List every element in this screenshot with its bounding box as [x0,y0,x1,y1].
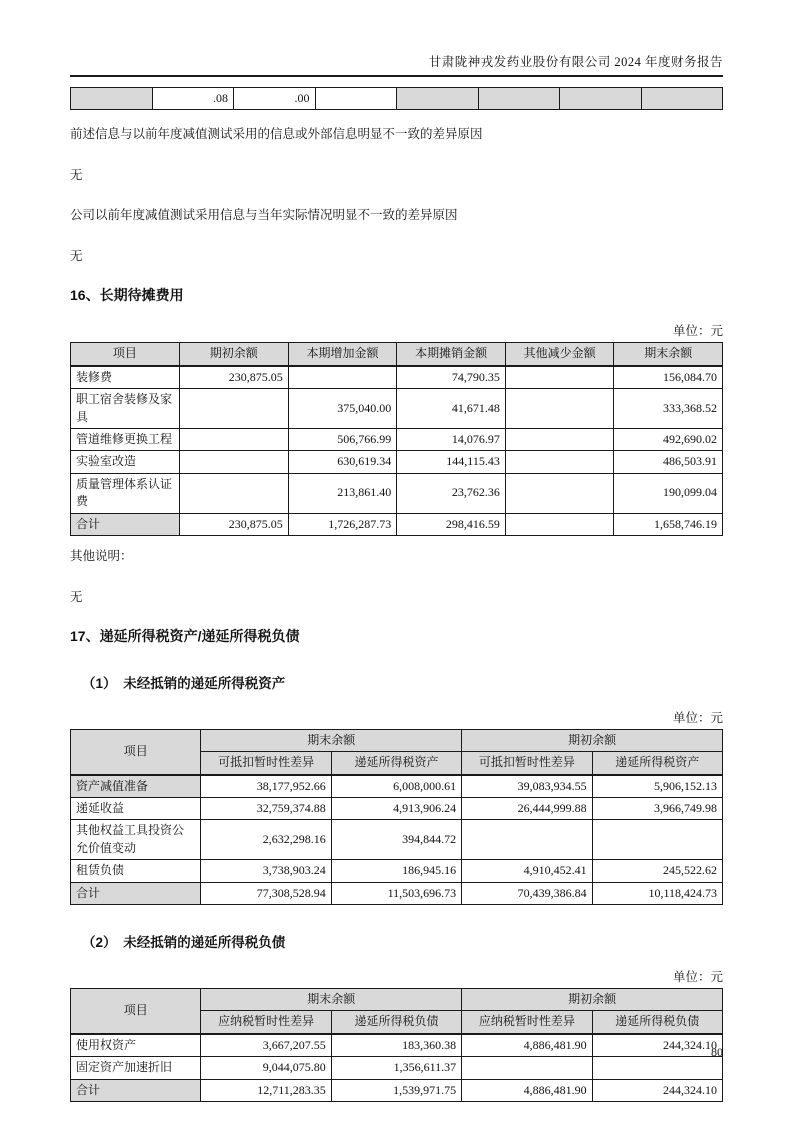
value-cell: 1,539,971.75 [331,1079,461,1101]
value-cell: 3,966,749.98 [592,798,722,820]
value-cell: 4,913,906.24 [331,798,461,820]
column-header: 项目 [71,729,201,774]
table-row [71,366,723,389]
table-row [71,798,723,820]
value-cell [505,513,614,535]
impairment-note-answer-2: 无 [70,249,83,264]
value-cell [592,1057,722,1079]
total-row [71,513,723,535]
table-cell [560,88,642,110]
column-group-header: 期初余额 [462,989,723,1011]
column-subheader: 应纳税暂时性差异 [462,1011,592,1034]
value-cell [179,389,288,429]
column-header: 其他减少金额 [505,343,614,366]
value-cell: 4,886,481.90 [462,1079,592,1101]
value-cell: 5,906,152.13 [592,775,722,798]
table-cell [315,88,397,110]
value-cell [505,366,614,389]
table-row [71,473,723,513]
value-cell [505,473,614,513]
value-cell: 10,118,424.73 [592,882,722,904]
column-group-header: 期末余额 [201,989,462,1011]
column-subheader: 递延所得税资产 [331,752,461,775]
value-cell: 1,658,746.19 [614,513,723,535]
deferred-tax-liability-table [70,988,723,1102]
column-header: 项目 [71,989,201,1034]
total-label-cell: 合计 [71,1079,201,1101]
value-cell [505,428,614,450]
value-cell [462,820,592,860]
value-cell: 12,711,283.35 [201,1079,331,1101]
section-17-1-heading: （1） 未经抵销的递延所得税资产 [82,675,286,691]
table-row [71,820,723,860]
column-subheader: 应纳税暂时性差异 [201,1011,331,1034]
column-header: 期初余额 [179,343,288,366]
section-17-heading: 17、递延所得税资产/递延所得税负债 [70,627,300,644]
impairment-note-question-1: 前述信息与以前年度减值测试采用的信息或外部信息明显不一致的差异原因 [70,127,483,142]
item-cell: 其他权益工具投资公允价值变动 [71,820,201,860]
column-header: 期末余额 [614,343,723,366]
value-cell: 70,439,386.84 [462,882,592,904]
value-cell: 23,762.36 [397,473,506,513]
table-row [71,1034,723,1057]
deferred-tax-asset-table [70,729,723,905]
value-cell [179,428,288,450]
value-cell: 3,738,903.24 [201,860,331,882]
value-cell: 183,360.38 [331,1034,461,1057]
impairment-note-answer-1: 无 [70,168,83,183]
column-subheader: 可抵扣暂时性差异 [462,752,592,775]
item-cell: 使用权资产 [71,1034,201,1057]
item-cell: 固定资产加速折旧 [71,1057,201,1079]
unit-label-section-17-2: 单位：元 [672,970,723,985]
value-cell: 74,790.35 [397,366,506,389]
total-label-cell: 合计 [71,882,201,904]
value-cell: 244,324.10 [592,1034,722,1057]
column-subheader: 递延所得税负债 [331,1011,461,1034]
value-cell: 1,356,611.37 [331,1057,461,1079]
total-label-cell: 合计 [71,513,180,535]
column-header: 本期增加金额 [288,343,397,366]
unit-label-section-16: 单位：元 [672,324,723,339]
page-number: 80 [711,1045,723,1059]
value-cell: 3,667,207.55 [201,1034,331,1057]
item-cell: 管道维修更换工程 [71,428,180,450]
value-cell: 298,416.59 [397,513,506,535]
item-cell: 实验室改造 [71,451,180,473]
table-row [71,451,723,473]
table-cell [397,88,479,110]
value-cell: 2,632,298.16 [201,820,331,860]
value-cell [179,451,288,473]
other-note-value: 无 [70,589,83,604]
table-row [71,428,723,450]
section-17-2-heading: （2） 未经抵销的递延所得税负债 [82,935,286,951]
column-header: 项目 [71,343,180,366]
table-cell [641,88,723,110]
table-row [71,1057,723,1079]
value-cell: 375,040.00 [288,389,397,429]
table-cell: .00 [234,88,316,110]
value-cell: 333,368.52 [614,389,723,429]
impairment-note-question-2: 公司以前年度减值测试采用信息与当年实际情况明显不一致的差异原因 [70,208,458,223]
item-cell: 租赁负债 [71,860,201,882]
table-row [71,860,723,882]
value-cell: 77,308,528.94 [201,882,331,904]
value-cell: 190,099.04 [614,473,723,513]
value-cell: 230,875.05 [179,366,288,389]
value-cell [505,451,614,473]
section-16-heading: 16、长期待摊费用 [70,287,184,304]
table-cell [71,88,153,110]
value-cell: 1,726,287.73 [288,513,397,535]
item-cell: 装修费 [71,366,180,389]
column-group-header: 期末余额 [201,729,462,751]
column-subheader: 递延所得税资产 [592,752,722,775]
value-cell: 4,910,452.41 [462,860,592,882]
value-cell: 32,759,374.88 [201,798,331,820]
value-cell: 6,008,000.61 [331,775,461,798]
value-cell: 11,503,696.73 [331,882,461,904]
value-cell: 41,671.48 [397,389,506,429]
table-row [71,389,723,429]
value-cell: 244,324.10 [592,1079,722,1101]
item-cell: 质量管理体系认证费 [71,473,180,513]
long-term-deferred-expense-table [70,342,723,536]
unit-label-section-17-1: 单位：元 [672,710,723,725]
column-group-header: 期初余额 [462,729,723,751]
total-row [71,882,723,904]
value-cell: 186,945.16 [331,860,461,882]
column-subheader: 可抵扣暂时性差异 [201,752,331,775]
value-cell: 213,861.40 [288,473,397,513]
value-cell: 26,444,999.88 [462,798,592,820]
table-row [71,775,723,798]
value-cell [462,1057,592,1079]
value-cell: 9,044,075.80 [201,1057,331,1079]
column-subheader: 递延所得税负债 [592,1011,722,1034]
total-row [71,1079,723,1101]
item-cell: 职工宿舍装修及家具 [71,389,180,429]
value-cell: 144,115.43 [397,451,506,473]
value-cell: 245,522.62 [592,860,722,882]
value-cell: 38,177,952.66 [201,775,331,798]
report-header-title: 甘肃陇神戎发药业股份有限公司 2024 年度财务报告 [70,52,723,77]
table-cell: .08 [152,88,234,110]
value-cell [288,366,397,389]
value-cell [505,389,614,429]
item-cell: 资产减值准备 [71,775,201,798]
value-cell: 4,886,481.90 [462,1034,592,1057]
value-cell [179,473,288,513]
continuation-table [70,87,723,110]
value-cell: 492,690.02 [614,428,723,450]
value-cell: 230,875.05 [179,513,288,535]
value-cell: 630,619.34 [288,451,397,473]
value-cell [592,820,722,860]
value-cell: 486,503.91 [614,451,723,473]
value-cell: 506,766.99 [288,428,397,450]
value-cell: 39,083,934.55 [462,775,592,798]
item-cell: 递延收益 [71,798,201,820]
value-cell: 394,844.72 [331,820,461,860]
value-cell: 14,076.97 [397,428,506,450]
value-cell: 156,084.70 [614,366,723,389]
column-header: 本期摊销金额 [397,343,506,366]
other-note-label: 其他说明： [70,548,133,563]
table-cell [478,88,560,110]
